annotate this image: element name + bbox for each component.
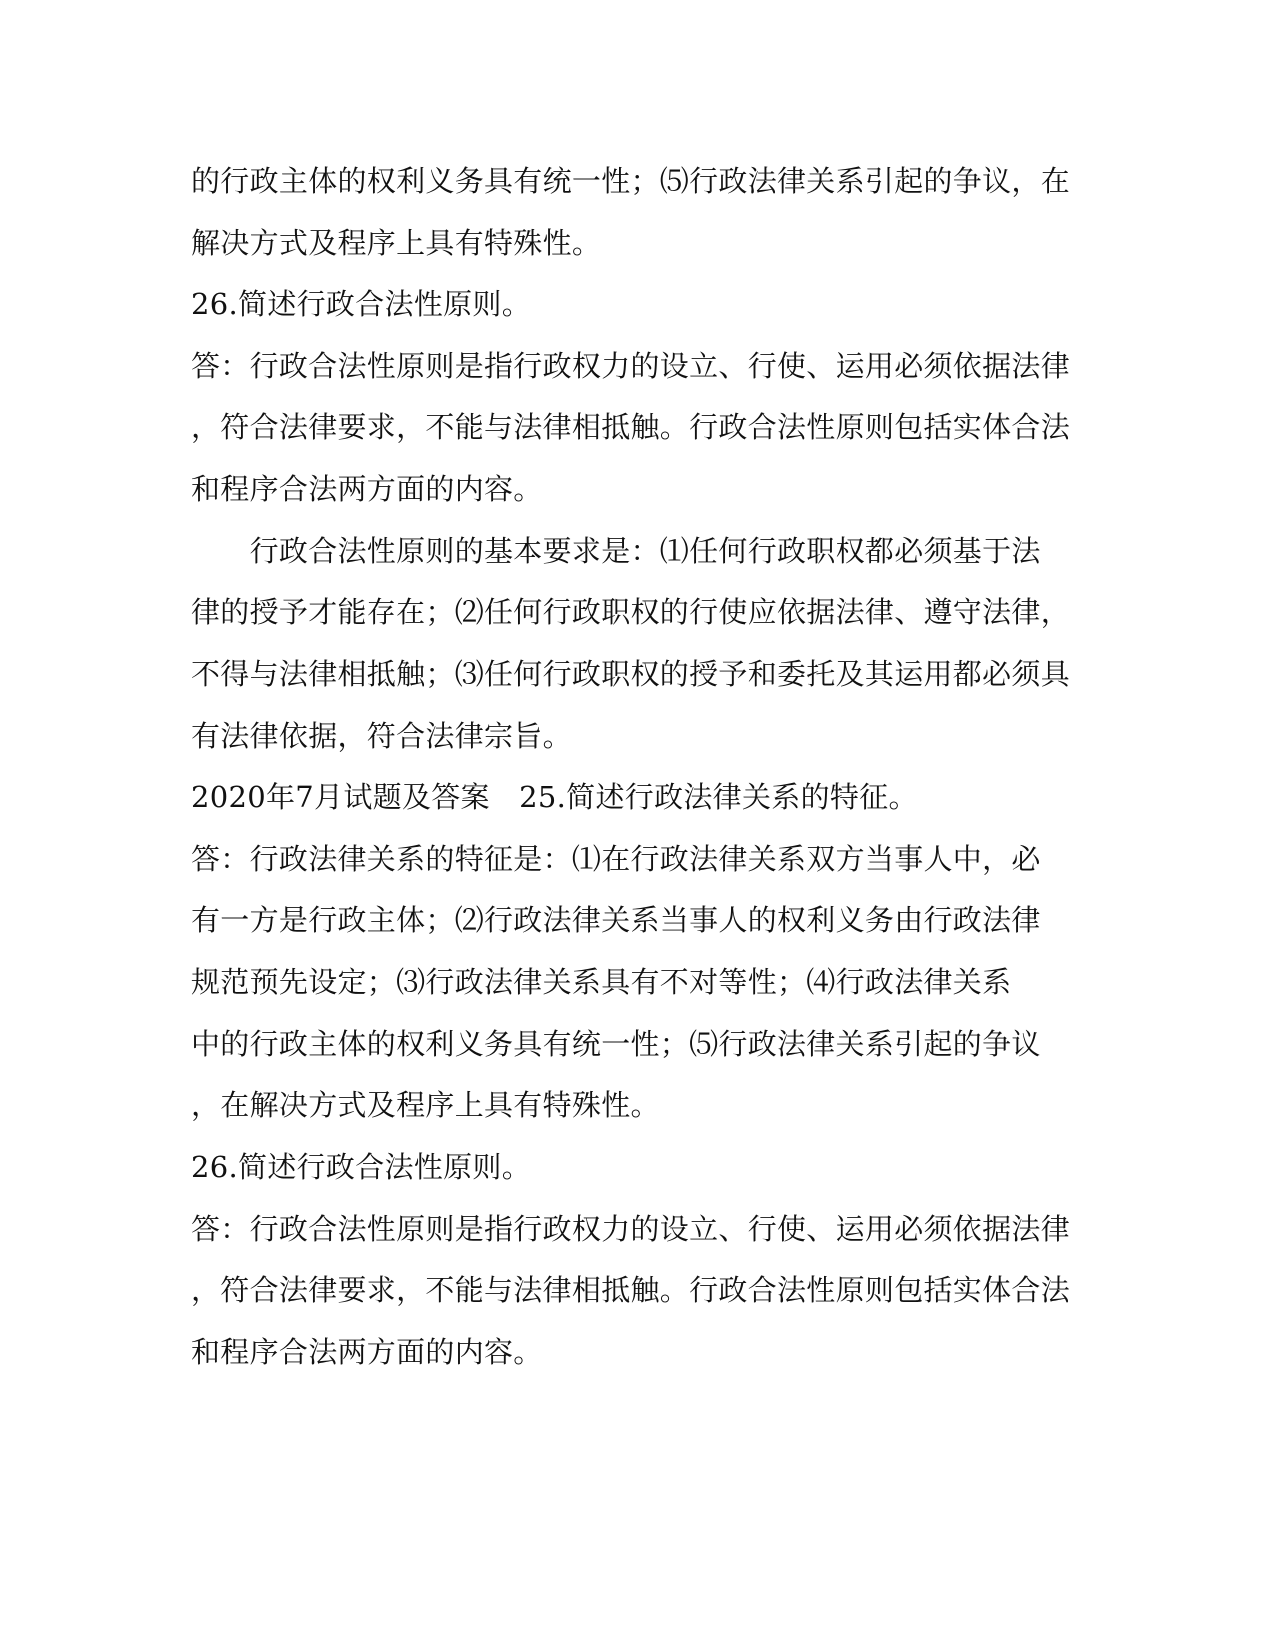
text-line: 规范预先设定；⑶行政法律关系具有不对等性；⑷行政法律关系 xyxy=(191,965,1012,999)
text-line: 不得与法律相抵触；⑶任何行政职权的授予和委托及其运用都必须具 xyxy=(191,657,1071,691)
text-line: 中的行政主体的权利义务具有统一性；⑸行政法律关系引起的争议 xyxy=(191,1027,1041,1061)
answer-line: 答：行政合法性原则是指行政权力的设立、行使、运用必须依据法律 xyxy=(191,349,1071,383)
paragraph-line: 行政合法性原则的基本要求是：⑴任何行政职权都必须基于法 xyxy=(191,534,1041,568)
answer-line: 答：行政法律关系的特征是：⑴在行政法律关系双方当事人中，必 xyxy=(191,842,1041,876)
question-heading: 26.简述行政合法性原则。 xyxy=(191,1150,532,1184)
text-line: 律的授予才能存在；⑵任何行政职权的行使应依据法律、遵守法律， xyxy=(191,595,1071,629)
text-line: 解决方式及程序上具有特殊性。 xyxy=(191,226,602,260)
answer-line: 答：行政合法性原则是指行政权力的设立、行使、运用必须依据法律 xyxy=(191,1212,1071,1246)
text-line: ，符合法律要求，不能与法律相抵触。行政合法性原则包括实体合法 xyxy=(191,410,1071,444)
text-line: ，在解决方式及程序上具有特殊性。 xyxy=(191,1088,660,1122)
text-line: 和程序合法两方面的内容。 xyxy=(191,472,543,506)
text-line: 有一方是行政主体；⑵行政法律关系当事人的权利义务由行政法律 xyxy=(191,903,1041,937)
text-line: ，符合法律要求，不能与法律相抵触。行政合法性原则包括实体合法 xyxy=(191,1273,1071,1307)
text-line: 的行政主体的权利义务具有统一性；⑸行政法律关系引起的争议，在 xyxy=(191,164,1071,198)
question-heading: 26.简述行政合法性原则。 xyxy=(191,287,532,321)
text-line: 和程序合法两方面的内容。 xyxy=(191,1335,543,1369)
text-line: 有法律依据，符合法律宗旨。 xyxy=(191,719,572,753)
section-heading: 2020年7月试题及答案 25.简述行政法律关系的特征。 xyxy=(191,780,918,814)
